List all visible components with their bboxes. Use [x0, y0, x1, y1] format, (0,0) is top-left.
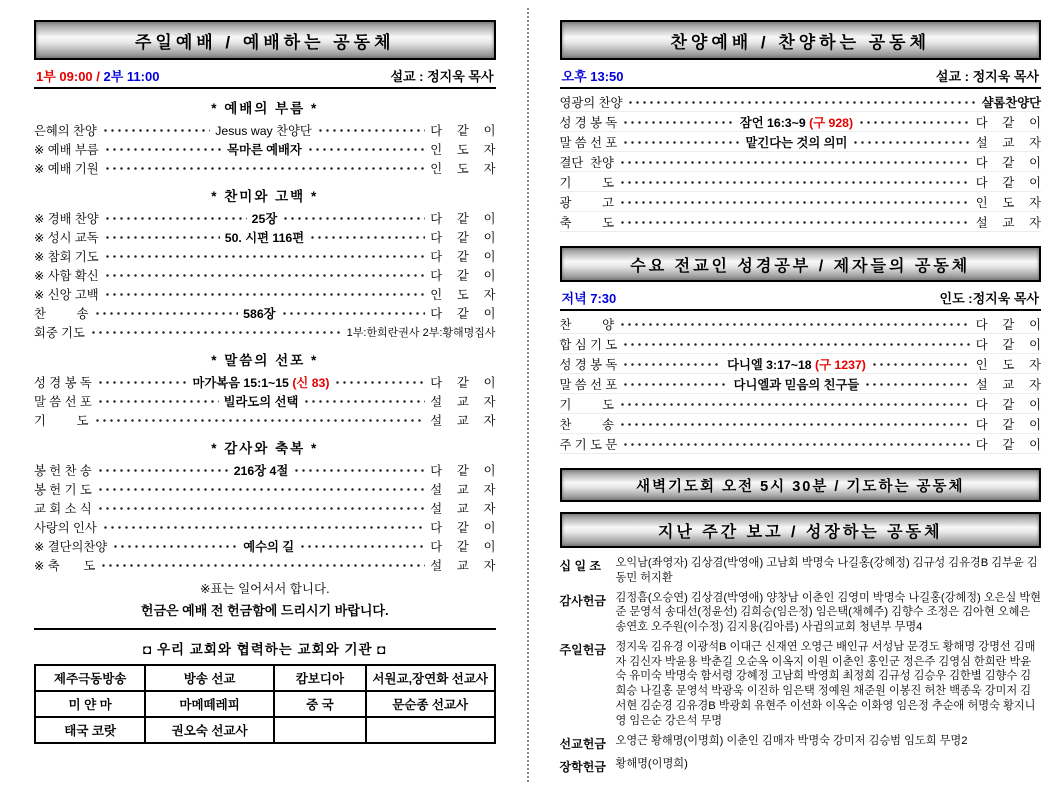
dot-leader	[619, 417, 971, 431]
order-row-label: 주 기 도 문	[559, 437, 618, 452]
dot-leader	[334, 375, 425, 389]
dot-leader	[871, 357, 971, 371]
first-service-time: 1부 09:00 /	[36, 69, 100, 84]
dot-leader	[622, 377, 728, 391]
order-row	[560, 434, 1041, 454]
order-row-content	[252, 209, 278, 227]
order-row-role: 다 같 이	[975, 417, 1041, 432]
order-row	[34, 139, 496, 158]
order-row	[560, 414, 1041, 434]
dot-leader	[281, 306, 426, 320]
order-row-role: 인 도 자	[430, 161, 496, 176]
order-row-content	[740, 113, 853, 131]
partners-table-row	[35, 691, 495, 717]
order-row-label: 성 경 봉 독	[559, 357, 618, 372]
order-row-role: 다 같 이	[430, 123, 496, 138]
order-row-content	[734, 375, 860, 393]
order-row-role: 다 같 이	[430, 520, 496, 535]
order-row-role: 인 도 자	[430, 142, 496, 157]
order-row	[560, 132, 1041, 152]
order-row	[34, 246, 496, 265]
order-row	[34, 284, 496, 303]
report-entry-label: 주일헌금	[559, 642, 606, 657]
dot-leader	[622, 337, 970, 351]
order-row	[560, 192, 1041, 212]
report-entry-names: 정지욱 김유경 이광석B 이대근 신재연 오영근 배인규 서성남 문경도 황해명 강명선 김매자 김신자 박윤용 박춘길 오순옥 이옥지 이원 이춘인 홍인군 정은주 김영심 한희란 박윤숙 유미숙 박명숙 함서령 강혜정 고남희 박영희 최정희 김규성 김승우 김한별 김향수 김희승 나길홍 문영석 박광욱 이진하 임은택 정예원 채준원 이봉진 허찬 백종욱 강미저 김서현 김순경 김유경B 박광회 유현주 이선화 이옥순 이화영 임은정 추순애 허명숙 황지니영 임은순 강은석 무명	[615, 640, 1036, 727]
report-entry	[560, 591, 1041, 635]
order-row-role: 다 같 이	[430, 230, 496, 245]
order-row-role: 설 교 자	[430, 482, 496, 497]
order-row-label: 교 회 소 식	[34, 501, 92, 516]
dot-leader	[619, 195, 971, 209]
order-row	[34, 498, 496, 517]
dot-leader	[102, 520, 425, 534]
order-row-label: 회중 기도	[34, 325, 85, 340]
order-row-role: 설 교 자	[430, 501, 496, 516]
order-row-content	[215, 121, 311, 139]
order-row	[34, 410, 496, 429]
order-row-role: 다 같 이	[975, 115, 1041, 130]
order-row	[34, 322, 496, 341]
dot-leader	[104, 287, 426, 301]
order-row-role: 다 같 이	[975, 317, 1041, 332]
dawn-prayer-banner: 새벽기도회 오전 5시 30분 / 기도하는 공동체	[560, 468, 1041, 502]
partners-table-cell: 중 국	[274, 691, 366, 717]
order-row-label: 성 경 봉 독	[34, 375, 92, 390]
order-row-content-red: (구 1237)	[815, 357, 866, 372]
order-row-content	[234, 461, 289, 479]
order-row	[34, 536, 496, 555]
dot-leader	[622, 135, 740, 149]
order-row-content-text: 마가복음 15:1~15	[192, 375, 293, 390]
wednesday-order-of-worship	[560, 314, 1041, 454]
order-row-label: ※ 예배 기원	[34, 161, 99, 176]
dot-leader	[112, 539, 238, 553]
order-row-label: 성 경 봉 독	[559, 115, 618, 130]
dot-leader	[619, 215, 971, 229]
dot-leader	[622, 437, 970, 451]
order-row-content-text: 맡긴다는 것의 의미	[745, 135, 848, 150]
second-service-time: 2부 11:00	[103, 69, 160, 84]
dot-leader	[299, 539, 425, 553]
order-row-label: 말 씀 선 포	[559, 377, 618, 392]
sunday-order-of-worship	[34, 97, 496, 574]
dot-leader	[619, 317, 971, 331]
order-row	[34, 479, 496, 498]
order-row-label: 기 도	[559, 175, 615, 190]
dot-leader	[282, 211, 425, 225]
order-row	[560, 374, 1041, 394]
order-row	[560, 152, 1041, 172]
praise-order-of-worship	[560, 92, 1041, 232]
order-row-label: ※ 성시 교독	[34, 230, 99, 245]
order-row-content	[243, 304, 275, 322]
order-row-role: 설 교 자	[430, 558, 496, 573]
wednesday-schedule-row	[560, 282, 1041, 311]
order-row	[560, 212, 1041, 232]
report-entry-names: 오익남(좌영자) 김상겸(박영애) 고남회 박명숙 나길홍(강혜정) 김규성 김유경B 김부윤 김동민 허지환	[615, 557, 1038, 584]
order-row-label: 합 심 기 도	[559, 337, 618, 352]
partners-table-cell: 문순종 선교사	[366, 691, 495, 717]
section-title: * 말씀의 선포 *	[211, 353, 319, 368]
sunday-preacher: 설교 : 정지욱 목사	[390, 69, 494, 84]
dot-leader	[102, 123, 210, 137]
order-row	[34, 460, 496, 479]
order-row-content-text: 예수의 길	[243, 539, 295, 554]
dot-leader	[97, 375, 188, 389]
dot-leader	[100, 558, 425, 572]
standing-note: ※표는 일어서서 합니다.	[199, 582, 330, 596]
order-row-label: ※ 참회 기도	[34, 249, 99, 264]
report-entry-label: 감사헌금	[559, 593, 606, 608]
order-row	[34, 372, 496, 391]
partners-table-cell: 캄보디아	[274, 665, 366, 691]
praise-preacher: 설교 : 정지욱 목사	[935, 69, 1039, 84]
dot-leader	[619, 397, 971, 411]
partners-table-cell: 태국 코랏	[35, 717, 145, 743]
order-row-role: 설 교 자	[430, 394, 496, 409]
order-row-label: ※ 예배 부름	[34, 142, 99, 157]
dot-leader	[97, 482, 425, 496]
order-row-label: 결단 찬양	[559, 155, 614, 170]
report-entry	[560, 734, 1041, 752]
order-row-role: 설 교 자	[430, 413, 496, 428]
section-title: * 찬미와 고백 *	[211, 189, 319, 204]
order-row-role: 다 같 이	[975, 397, 1041, 412]
report-entry-names: 오영근 황해명(이명희) 이춘인 김매자 박명숙 강미저 김승범 임도희 무명2	[615, 734, 968, 747]
order-row-content-text: 586장	[243, 306, 276, 321]
order-row	[34, 555, 496, 574]
order-row	[34, 120, 496, 139]
order-row	[34, 517, 496, 536]
order-row-role: 다 같 이	[430, 539, 496, 554]
wednesday-leader: 인도 :정지욱 목사	[939, 291, 1039, 306]
order-row	[560, 314, 1041, 334]
dot-leader	[619, 175, 971, 189]
dot-leader	[622, 357, 722, 371]
order-row-role: 다 같 이	[975, 155, 1041, 170]
dot-leader	[104, 211, 247, 225]
order-row-content-text: 다니엘 3:17~18	[727, 357, 816, 372]
spacer	[560, 232, 1041, 246]
order-row-content-text: 216장 4절	[233, 463, 289, 478]
dot-leader	[104, 161, 426, 175]
partners-table-cell	[366, 717, 495, 743]
order-row-role: 설 교 자	[975, 135, 1041, 150]
column-divider	[527, 8, 529, 782]
weekly-report-banner: 지난 주간 보고 / 성장하는 공동체	[560, 512, 1041, 548]
order-row-role: 다 같 이	[430, 463, 496, 478]
order-row	[34, 265, 496, 284]
dot-leader	[303, 394, 425, 408]
order-row-label: 찬 양	[559, 317, 615, 332]
order-row-label: 축 도	[559, 215, 615, 230]
order-row	[34, 208, 496, 227]
order-row-content-text: 50. 시편 116편	[224, 230, 305, 245]
dot-leader	[90, 325, 342, 339]
order-row-role: 인 도 자	[430, 287, 496, 302]
order-row-role: 다 같 이	[430, 375, 496, 390]
order-row-content-red: (구 928)	[809, 115, 854, 130]
order-row-content	[192, 373, 329, 391]
order-row-role: 다 같 이	[975, 437, 1041, 452]
order-row	[560, 112, 1041, 132]
order-row	[560, 92, 1041, 112]
report-entry-names: 김정흠(오승연) 김상겸(박영애) 양창남 이춘인 김영미 박명숙 나길홍(강혜정) 오은실 박현준 문영석 송대선(정윤선) 김희승(임은정) 임은택(채혜주) 김향수 조정은 김아현 오혜은 송연호 오주원(이수정) 김지용(김아름) 사귐의교회 청년부 무명4	[615, 591, 1041, 634]
order-row-label: 영광의 찬양	[559, 95, 623, 110]
order-row-content-text: 빌라도의 선택	[223, 394, 299, 409]
partners-table-row	[35, 665, 495, 691]
order-row-label: 봉 헌 찬 송	[34, 463, 92, 478]
order-row-role: 샬롬찬양단	[981, 95, 1041, 110]
order-row-role: 다 같 이	[430, 268, 496, 283]
order-row-label: ※ 축 도	[34, 558, 96, 573]
partners-table-cell: 방송 선교	[145, 665, 274, 691]
report-entry-label: 장학헌금	[559, 759, 606, 774]
dot-leader	[94, 306, 239, 320]
partners-table-cell: 권오숙 선교사	[145, 717, 274, 743]
dot-leader	[104, 268, 426, 282]
order-row-role: 설 교 자	[975, 377, 1041, 392]
order-row-content-text: 목마른 예배자	[227, 142, 302, 157]
dot-leader	[864, 377, 970, 391]
dot-leader	[293, 463, 425, 477]
order-row-content	[727, 355, 866, 373]
order-row	[34, 158, 496, 177]
dot-leader	[858, 115, 971, 129]
order-row-content	[746, 133, 848, 151]
order-row-content	[227, 140, 302, 158]
right-column	[560, 20, 1041, 780]
report-entry-label: 선교헌금	[559, 736, 606, 751]
order-row	[34, 391, 496, 410]
dot-leader	[104, 142, 222, 156]
wednesday-time: 저녁 7:30	[561, 291, 617, 306]
order-row-role: 다 같 이	[430, 306, 496, 321]
order-row-content	[224, 392, 299, 410]
order-row-content-text: Jesus way 찬양단	[215, 123, 312, 138]
order-row-label: 봉 헌 기 도	[34, 482, 92, 497]
partners-table-cell: 제주극동방송	[35, 665, 145, 691]
order-row-content-text: 25장	[251, 211, 278, 226]
order-row-role: 다 같 이	[975, 337, 1041, 352]
order-row-label: ※ 사함 확신	[34, 268, 99, 283]
order-row-role: 인 도 자	[975, 357, 1042, 372]
order-row-label: 찬 송	[34, 306, 89, 321]
dot-leader	[619, 155, 971, 169]
order-row-label: ※ 경배 찬양	[34, 211, 99, 226]
dot-leader	[852, 135, 970, 149]
order-row	[560, 394, 1041, 414]
order-row-label: 광 고	[559, 195, 615, 210]
dot-leader	[97, 394, 219, 408]
partners-table-cell: 서원교,장연화 선교사	[366, 665, 495, 691]
section-title: * 예배의 부름 *	[211, 101, 319, 116]
order-row	[34, 227, 496, 246]
sunday-schedule-row	[34, 60, 496, 89]
dot-leader	[307, 142, 425, 156]
order-row-role: 다 같 이	[430, 249, 496, 264]
order-row-label: 기 도	[559, 397, 615, 412]
order-row-label: 사랑의 인사	[34, 520, 97, 535]
sunday-worship-banner: 주일예배 / 예배하는 공동체	[34, 20, 496, 60]
partners-table-cell: 미 얀 마	[35, 691, 145, 717]
dot-leader	[622, 115, 735, 129]
order-row	[560, 172, 1041, 192]
praise-worship-banner: 찬양예배 / 찬양하는 공동체	[560, 20, 1041, 60]
dot-leader	[104, 249, 426, 263]
order-row	[560, 354, 1041, 374]
order-row-label: 찬 송	[559, 417, 615, 432]
spacer	[560, 502, 1041, 512]
sunday-times	[36, 66, 159, 85]
order-row-label: 은혜의 찬양	[34, 123, 97, 138]
order-row-role: 다 같 이	[975, 175, 1041, 190]
dot-leader	[97, 463, 229, 477]
order-row-label: 말 씀 선 포	[559, 135, 618, 150]
order-row-content-red: (신 83)	[292, 375, 330, 390]
dot-leader	[317, 123, 425, 137]
order-row-content-text: 다니엘과 믿음의 친구들	[733, 377, 860, 392]
partners-table-cell	[274, 717, 366, 743]
order-row-content	[225, 228, 304, 246]
partners-table-row	[35, 717, 495, 743]
order-row-role: 1부:한희란권사 2부:황해명집사	[346, 326, 496, 339]
partners-table	[34, 664, 496, 744]
partners-section	[34, 628, 496, 744]
order-row-label: 기 도	[34, 413, 89, 428]
dot-leader	[97, 501, 425, 515]
report-entry-names: 황해명(이명희)	[615, 757, 688, 770]
order-row-label: 말 씀 선 포	[34, 394, 92, 409]
dot-leader	[627, 95, 976, 109]
praise-time: 오후 13:50	[561, 69, 624, 84]
report-entry	[560, 556, 1041, 586]
dot-leader	[104, 230, 220, 244]
partners-title: ◘ 우리 교회와 협력하는 교회와 기관 ◘	[143, 642, 387, 657]
order-row	[34, 303, 496, 322]
section-title: * 감사와 축복 *	[211, 441, 319, 456]
dot-leader	[309, 230, 425, 244]
report-entry-label: 십 일 조	[559, 559, 601, 573]
spacer	[560, 454, 1041, 468]
order-row-content	[243, 537, 294, 555]
order-row-content-text: 잠언 16:3~9	[739, 115, 810, 130]
praise-schedule-row	[560, 60, 1041, 89]
offering-note: 헌금은 예배 전 헌금함에 드리시기 바랍니다.	[140, 603, 389, 618]
wednesday-study-banner: 수요 전교인 성경공부 / 제자들의 공동체	[560, 246, 1041, 282]
order-row-role: 다 같 이	[430, 211, 496, 226]
order-row	[560, 334, 1041, 354]
partners-table-cell: 마메떼레피	[145, 691, 274, 717]
order-row-role: 인 도 자	[975, 195, 1041, 210]
order-row-label: ※ 결단의찬양	[34, 539, 108, 554]
dot-leader	[94, 413, 426, 427]
report-entry	[560, 640, 1041, 729]
report-entry	[560, 757, 1041, 775]
left-column	[34, 20, 496, 780]
order-row-role: 설 교 자	[975, 215, 1041, 230]
weekly-report	[560, 556, 1041, 775]
order-row-label: ※ 신앙 고백	[34, 287, 99, 302]
